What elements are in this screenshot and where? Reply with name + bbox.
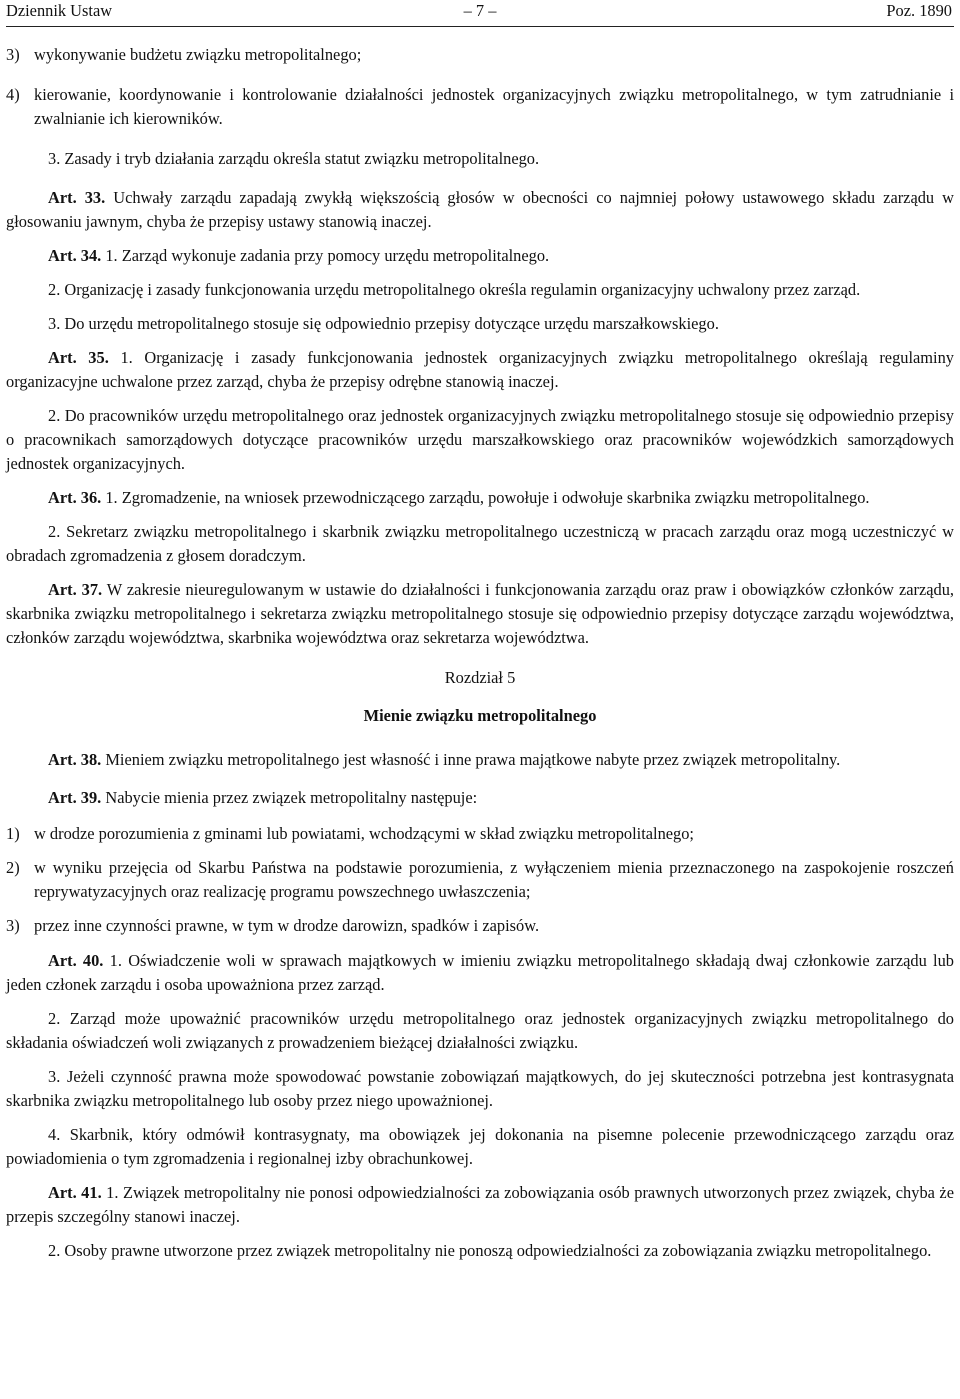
article-label: Art. 39. — [48, 788, 102, 807]
page-number: – 7 – — [463, 1, 497, 20]
art37 — [6, 578, 954, 650]
article-label: Art. 37. — [48, 580, 103, 599]
art33 — [6, 186, 954, 234]
art34-paragraph-2: 2. Organizację i zasady funkcjonowania urzędu metropolitalnego określa regulamin organizacyjny uchwalony przez zarząd. — [48, 280, 861, 299]
art34-paragraph-1 — [6, 244, 954, 268]
article-text: 1. Związek metropolitalny nie ponosi odpowiedzialności za zobowiązania osób prawnych utworzonych przez związek, chyba że przepis szczególny stanowi inaczej. — [6, 1183, 954, 1226]
article-text: 1. Organizację i zasady funkcjonowania jednostek organizacyjnych związku metropolitalnego określają regulaminy organizacyjne uchwalone przez zarząd, chyba że przepisy odrębne stanowią inaczej. — [6, 348, 954, 391]
article-text: Mieniem związku metropolitalnego jest własność i inne prawa majątkowe nabyte przez związek metropolitalny. — [101, 750, 841, 769]
list-text: w drodze porozumienia z gminami lub powiatami, wchodzącymi w skład związku metropolitalnego; — [34, 824, 694, 843]
article-label: Art. 36. — [48, 488, 102, 507]
article-label: Art. 38. — [48, 750, 102, 769]
chapter-title-text: Mienie związku metropolitalnego — [363, 706, 597, 725]
article-text: 1. Zarząd wykonuje zadania przy pomocy urzędu metropolitalnego. — [101, 246, 550, 265]
art39-intro — [6, 786, 954, 810]
position-number: Poz. 1890 — [886, 1, 952, 20]
art40-paragraph-1 — [6, 949, 954, 997]
chapter-title — [6, 704, 954, 728]
list-text: kierowanie, koordynowanie i kontrolowanie działalności jednostek organizacyjnych związku metropolitalnego, w tym zatrudnianie i zwalnianie ich kierowników. — [34, 85, 954, 128]
article-text: 1. Zgromadzenie, na wniosek przewodniczącego zarządu, powołuje i odwołuje skarbnika związku metropolitalnego. — [101, 488, 870, 507]
article-label: Art. 34. — [48, 246, 102, 265]
list-text: wykonywanie budżetu związku metropolitalnego; — [34, 45, 362, 64]
article-text: 1. Oświadczenie woli w sprawach majątkowych w imieniu związku metropolitalnego składają dwaj członkowie zarządu lub jeden członek zarządu i osoba upoważniona przez zarząd. — [6, 951, 954, 994]
list-item — [6, 83, 954, 131]
art34-paragraph-3: 3. Do urzędu metropolitalnego stosuje się odpowiednio przepisy dotyczące urzędu marszałkowskiego. — [48, 314, 719, 333]
list-text: w wyniku przejęcia od Skarbu Państwa na podstawie porozumienia, z wyłączeniem mienia przeznaczonego na zaspokojenie roszczeń reprywatyzacyjnych oraz realizację programu powszechnego uwłaszczenia; — [34, 858, 954, 901]
article-text: Uchwały zarządu zapadają zwykłą większością głosów w obecności co najmniej połowy ustawowego składu zarządu w głosowaniu jawnym, chyba że przepisy ustawy stanowią inaczej. — [6, 188, 954, 231]
art36-paragraph-2: 2. Sekretarz związku metropolitalnego i skarbnik związku metropolitalnego uczestniczą w pracach zarządu oraz mogą uczestniczyć w obradach zgromadzenia z głosem doradczym. — [6, 522, 954, 565]
article-text: Nabycie mienia przez związek metropolitalny następuje: — [101, 788, 478, 807]
list-number: 3) — [6, 916, 20, 935]
list-number: 3) — [6, 45, 20, 64]
list-number: 1) — [6, 824, 20, 843]
list-item — [6, 856, 954, 904]
article-label: Art. 40. — [48, 951, 104, 970]
page-header — [6, 0, 954, 27]
article-label: Art. 35. — [48, 348, 109, 367]
art38 — [6, 748, 954, 772]
article-label: Art. 41. — [48, 1183, 102, 1202]
art40-paragraph-3: 3. Jeżeli czynność prawna może spowodować powstanie zobowiązań majątkowych, do jej skuteczności potrzebna jest kontrasygnata skarbnika związku metropolitalnego lub osoby przez niego upoważnionej. — [6, 1067, 954, 1110]
art35-paragraph-2: 2. Do pracowników urzędu metropolitalnego oraz jednostek organizacyjnych związku metropolitalnego stosuje się odpowiednio przepisy o pracownikach samorządowych dotyczące pracowników urzędu marszałkowskiego oraz pracowników wojewódzkich samorządowych jednostek organizacyjnych. — [6, 406, 954, 473]
list-number: 2) — [6, 858, 20, 877]
document-page — [6, 0, 954, 1263]
list-item — [6, 43, 954, 67]
journal-title: Dziennik Ustaw — [6, 1, 113, 20]
list-item — [6, 914, 954, 938]
list-number: 4) — [6, 85, 20, 104]
list-text: przez inne czynności prawne, w tym w drodze darowizn, spadków i zapisów. — [34, 916, 540, 935]
art41-paragraph-2: 2. Osoby prawne utworzone przez związek metropolitalny nie ponoszą odpowiedzialności za zobowiązania związku metropolitalnego. — [48, 1241, 932, 1260]
chapter-number: Rozdział 5 — [444, 668, 516, 687]
art41-paragraph-1 — [6, 1181, 954, 1229]
art40-paragraph-4: 4. Skarbnik, który odmówił kontrasygnaty, ma obowiązek jej dokonania na pisemne polecenie przewodniczącego zarządu oraz powiadomienia o tym zgromadzenia i regionalnej izby obrachunkowej. — [6, 1125, 954, 1168]
art32-paragraph-3: 3. Zasady i tryb działania zarządu określa statut związku metropolitalnego. — [48, 149, 540, 168]
art35-paragraph-1 — [6, 346, 954, 394]
art36-paragraph-1 — [6, 486, 954, 510]
art40-paragraph-2: 2. Zarząd może upoważnić pracowników urzędu metropolitalnego oraz jednostek organizacyjnych związku metropolitalnego do składania oświadczeń woli związanych z prowadzeniem bieżącej działalności związku. — [6, 1009, 954, 1052]
list-item — [6, 822, 954, 846]
article-text: W zakresie nieuregulowanym w ustawie do działalności i funkcjonowania zarządu oraz praw i obowiązków członków zarządu, skarbnika związku metropolitalnego i sekretarza związku metropolitalnego stosuje się odpowiednio przepisy dotyczące zarządu województwa, członków zarządu województwa, skarbnika województwa oraz sekretarza województwa. — [6, 580, 954, 647]
article-label: Art. 33. — [48, 188, 106, 207]
